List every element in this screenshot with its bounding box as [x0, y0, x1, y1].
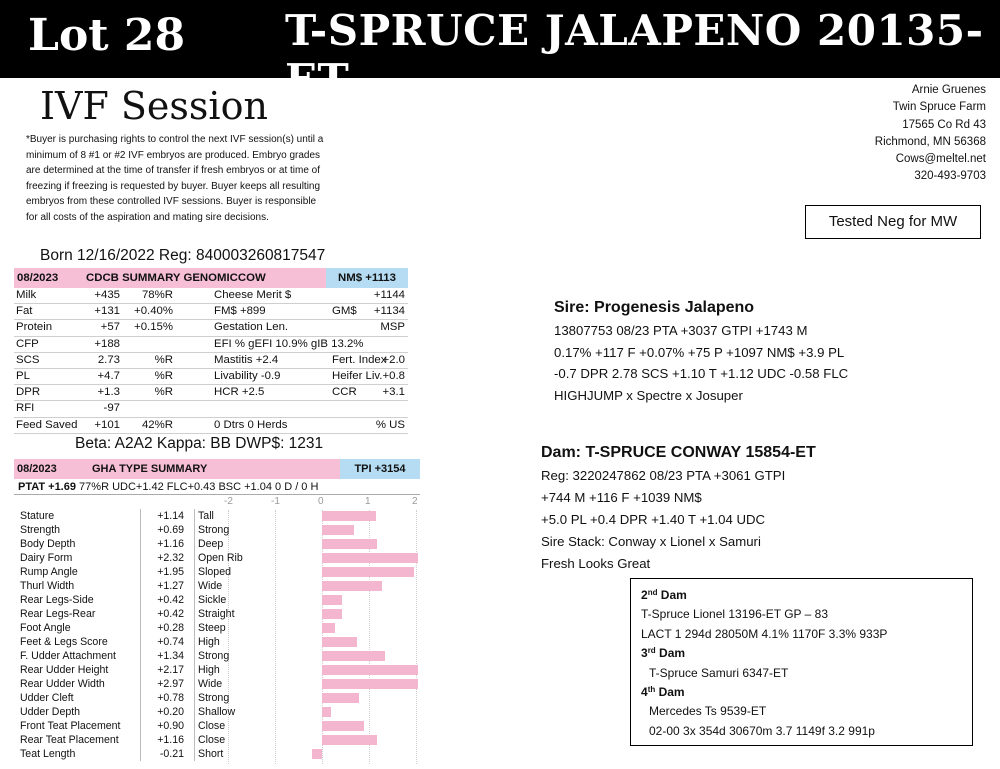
genomic-cell: Cheese Merit $ — [214, 289, 292, 301]
column-divider — [194, 747, 195, 761]
type-trait-row — [14, 747, 420, 761]
genomic-cell: +0.8 — [382, 369, 405, 382]
column-divider — [140, 663, 141, 677]
type-summary-header — [14, 459, 420, 479]
trait-name: Rear Teat Placement — [20, 734, 119, 746]
trait-descriptor: Sloped — [198, 566, 231, 578]
type-trait-row — [14, 593, 420, 607]
trait-descriptor: Steep — [198, 622, 226, 634]
genomic-rows — [14, 288, 408, 434]
genomic-cell: Gestation Len. — [214, 321, 289, 334]
trait-value: +0.42 — [157, 608, 184, 620]
column-divider — [140, 509, 141, 523]
trait-bar — [312, 749, 322, 759]
genomic-cell: GM$ — [332, 305, 357, 318]
type-trait-row — [14, 649, 420, 663]
column-divider — [194, 705, 195, 719]
trait-value: +0.74 — [157, 636, 184, 648]
dam-section — [541, 441, 816, 575]
type-trait-row — [14, 551, 420, 565]
fourth-dam-record: 02-00 3x 354d 30670m 3.7 1149f 3.2 991p — [649, 723, 875, 738]
animal-name: T-SPRUCE JALAPENO 20135-ET — [285, 6, 984, 104]
trait-bar — [322, 511, 376, 521]
dam-line: Reg: 3220247862 08/23 PTA +3061 GTPI — [541, 468, 786, 483]
genomic-cell: CFP — [16, 337, 39, 350]
trait-descriptor: Wide — [198, 678, 223, 690]
genomic-cell: %R — [154, 369, 173, 382]
third-dam-heading: 3rd Dam — [641, 646, 686, 661]
genomic-cell: DPR — [16, 386, 41, 399]
column-divider — [140, 705, 141, 719]
trait-name: Feet & Legs Score — [20, 636, 108, 648]
genomic-row — [14, 401, 408, 417]
column-divider — [140, 635, 141, 649]
genomic-cell: -97 — [103, 402, 120, 415]
axis-tick-label: 2 — [412, 496, 418, 507]
trait-name: Strength — [20, 524, 61, 536]
lot-number: Lot 28 — [28, 10, 186, 61]
trait-bar — [322, 637, 357, 647]
column-divider — [140, 523, 141, 537]
type-trait-row — [14, 663, 420, 677]
genomic-cell: Feed Saved — [16, 418, 78, 431]
column-divider — [140, 719, 141, 733]
column-divider — [194, 677, 195, 691]
column-divider — [194, 607, 195, 621]
column-divider — [194, 537, 195, 551]
contact-street: 17565 Co Rd 43 — [902, 118, 986, 131]
genomic-cell: Livability -0.9 — [214, 369, 281, 382]
sire-line: 13807753 08/23 PTA +3037 GTPI +1743 M — [554, 323, 808, 338]
trait-value: +0.42 — [157, 594, 184, 606]
genomic-cell: FM$ +899 — [214, 305, 266, 318]
genomic-cell: Fat — [16, 305, 33, 318]
type-trait-row — [14, 579, 420, 593]
genomic-cell: %R — [154, 353, 173, 366]
net-merit-badge: NM$ +1113 — [326, 268, 408, 288]
contact-email[interactable]: Cows@meltel.net — [895, 153, 986, 166]
trait-value: +0.69 — [157, 524, 184, 536]
genomic-cell: %R — [154, 386, 173, 399]
type-trait-row — [14, 537, 420, 551]
dam-line: +744 M +116 F +1039 NM$ — [541, 490, 702, 505]
genomic-cell: MSP — [380, 321, 405, 334]
trait-bar — [322, 609, 342, 619]
trait-bar — [322, 735, 377, 745]
sire-heading: Sire: Progenesis Jalapeno — [554, 299, 755, 316]
column-divider — [194, 635, 195, 649]
genomic-cell: PL — [16, 369, 30, 382]
trait-value: +1.34 — [157, 650, 184, 662]
trait-name: F. Udder Attachment — [20, 650, 116, 662]
trait-descriptor: Deep — [198, 538, 224, 550]
genomic-cell: EFI % gEFI 10.9% gIB 13.2% — [214, 337, 364, 350]
trait-descriptor: Strong — [198, 650, 230, 662]
trait-value: +1.27 — [157, 580, 184, 592]
type-trait-row — [14, 565, 420, 579]
type-trait-row — [14, 705, 420, 719]
genomic-cell: Mastitis +2.4 — [214, 353, 279, 366]
genomic-cell: % US — [375, 418, 405, 431]
column-divider — [140, 677, 141, 691]
type-trait-row — [14, 523, 420, 537]
trait-bar — [322, 721, 364, 731]
trait-descriptor: Short — [198, 748, 224, 760]
trait-value: +0.90 — [157, 720, 184, 732]
trait-descriptor: Open Rib — [198, 552, 243, 564]
genomic-row — [14, 337, 408, 353]
type-trait-row — [14, 509, 420, 523]
trait-value: +0.78 — [157, 692, 184, 704]
type-title: GHA TYPE SUMMARY — [68, 459, 340, 479]
ptat-details: 77%R UDC+1.42 FLC+0.43 BSC +1.04 0 D / 0 H — [79, 481, 319, 493]
column-divider — [140, 747, 141, 761]
tpi-badge: TPI +3154 — [340, 459, 420, 479]
dam-heading: Dam: T-SPRUCE CONWAY 15854-ET — [541, 444, 816, 461]
genomic-row — [14, 288, 408, 304]
genomic-row — [14, 304, 408, 320]
trait-value: +2.97 — [157, 678, 184, 690]
trait-value: +1.16 — [157, 734, 184, 746]
genomic-cell: +0.15% — [134, 321, 173, 334]
genomic-title: CDCB SUMMARY GENOMICCOW — [68, 268, 326, 288]
trait-descriptor: Shallow — [198, 706, 236, 718]
pedigree-box — [630, 578, 973, 746]
type-trait-row — [14, 635, 420, 649]
contact-city: Richmond, MN 56368 — [874, 135, 986, 148]
birth-registration-line: Born 12/16/2022 Reg: 840003260817547 — [40, 247, 326, 264]
trait-value: +0.20 — [157, 706, 184, 718]
trait-bar — [322, 651, 385, 661]
type-trait-row — [14, 607, 420, 621]
session-title: IVF Session — [40, 84, 268, 128]
type-summary-table — [14, 459, 420, 761]
type-axis-ticks — [14, 495, 420, 509]
sire-line: -0.7 DPR 2.78 SCS +1.10 T +1.12 UDC -0.58 FLC — [554, 366, 849, 381]
trait-descriptor: Strong — [198, 524, 230, 536]
trait-name: Dairy Form — [20, 552, 73, 564]
axis-tick-label: -1 — [271, 496, 280, 507]
beta-kappa-line: Beta: A2A2 Kappa: BB DWP$: 1231 — [75, 435, 324, 452]
trait-descriptor: Wide — [198, 580, 223, 592]
dam-line: +5.0 PL +0.4 DPR +1.40 T +1.04 UDC — [541, 512, 766, 527]
trait-name: Foot Angle — [20, 622, 71, 634]
sire-line: 0.17% +117 F +0.07% +75 P +1097 NM$ +3.9 PL — [554, 344, 845, 360]
ptat-value: PTAT +1.69 — [18, 481, 76, 493]
genomic-cell: 2.73 — [97, 353, 120, 366]
column-divider — [194, 691, 195, 705]
genomic-cell: +2.0 — [382, 353, 405, 366]
trait-value: -0.21 — [159, 748, 184, 760]
trait-name: Body Depth — [20, 538, 76, 550]
contact-farm: Twin Spruce Farm — [892, 101, 986, 114]
column-divider — [194, 621, 195, 635]
genomic-date: 08/2023 — [14, 268, 68, 288]
column-divider — [194, 663, 195, 677]
trait-descriptor: Tall — [198, 510, 214, 522]
trait-name: Rear Udder Width — [20, 678, 105, 690]
trait-descriptor: Close — [198, 734, 226, 746]
type-date: 08/2023 — [14, 459, 68, 479]
column-divider — [140, 733, 141, 747]
column-divider — [194, 719, 195, 733]
trait-name: Rear Udder Height — [20, 664, 109, 676]
contact-name: Arnie Gruenes — [911, 84, 986, 96]
trait-descriptor: Straight — [198, 608, 235, 620]
trait-descriptor: Sickle — [198, 594, 227, 606]
type-trait-row — [14, 691, 420, 705]
fourth-dam-name: Mercedes Ts 9539-ET — [649, 704, 767, 719]
contact-phone: 320-493-9703 — [914, 170, 986, 183]
genomic-cell: +101 — [94, 418, 120, 431]
column-divider — [140, 565, 141, 579]
trait-name: Rear Legs-Side — [20, 594, 94, 606]
sire-section — [554, 296, 848, 406]
axis-tick-label: 1 — [365, 496, 371, 507]
column-divider — [194, 565, 195, 579]
column-divider — [140, 579, 141, 593]
trait-bar — [322, 525, 354, 535]
second-dam-heading: 2nd Dam — [641, 588, 687, 602]
genomic-cell: Heifer Liv. — [332, 369, 383, 382]
ptat-line — [14, 479, 420, 495]
trait-name: Udder Depth — [20, 706, 81, 718]
genomic-cell: +1134 — [373, 305, 405, 318]
column-divider — [194, 579, 195, 593]
genomic-row — [14, 369, 408, 385]
trait-name: Rear Legs-Rear — [20, 608, 96, 620]
trait-descriptor: High — [198, 636, 220, 648]
genomic-cell: +435 — [94, 289, 120, 301]
genomic-row — [14, 353, 408, 369]
column-divider — [140, 593, 141, 607]
trait-descriptor: Close — [198, 720, 226, 732]
fourth-dam-heading: 4th Dam — [641, 685, 685, 700]
trait-value: +2.17 — [157, 664, 184, 676]
trait-bar — [322, 567, 414, 577]
column-divider — [140, 649, 141, 663]
trait-bar — [322, 665, 418, 675]
genomic-summary-header — [14, 268, 408, 288]
trait-name: Rump Angle — [20, 566, 78, 578]
column-divider — [140, 551, 141, 565]
second-dam-record: LACT 1 294d 28050M 4.1% 1170F 3.3% 933P — [641, 626, 888, 641]
genomic-cell: Protein — [16, 321, 53, 334]
mw-test-box: Tested Neg for MW — [805, 205, 981, 239]
trait-bar — [322, 553, 418, 563]
trait-value: +0.28 — [157, 622, 184, 634]
genomic-cell: SCS — [16, 353, 40, 366]
trait-bar — [322, 623, 335, 633]
column-divider — [194, 649, 195, 663]
axis-tick-label: -2 — [224, 496, 233, 507]
genomic-cell: 42%R — [141, 418, 173, 431]
trait-name: Teat Length — [20, 748, 76, 760]
column-divider — [140, 537, 141, 551]
column-divider — [194, 551, 195, 565]
genomic-cell: CCR — [332, 386, 357, 399]
third-dam-name: T-Spruce Samuri 6347-ET — [649, 665, 789, 680]
trait-bar — [322, 595, 342, 605]
genomic-row — [14, 320, 408, 336]
trait-name: Thurl Width — [20, 580, 75, 592]
genomic-row — [14, 418, 408, 434]
column-divider — [140, 607, 141, 621]
genomic-cell: RFI — [16, 402, 35, 415]
trait-descriptor: Strong — [198, 692, 230, 704]
genomic-summary-table — [14, 268, 408, 434]
genomic-cell: +3.1 — [382, 386, 405, 399]
trait-name: Front Teat Placement — [20, 720, 121, 732]
trait-value: +2.32 — [157, 552, 184, 564]
genomic-cell: +1144 — [373, 289, 405, 301]
trait-bar — [322, 693, 359, 703]
genomic-cell: +0.40% — [134, 305, 173, 318]
column-divider — [140, 691, 141, 705]
trait-bar — [322, 539, 377, 549]
genomic-cell: 78%R — [141, 289, 173, 301]
genomic-row — [14, 385, 408, 401]
genomic-cell: Milk — [16, 289, 37, 301]
dam-line: Sire Stack: Conway x Lionel x Samuri — [541, 534, 761, 549]
column-divider — [194, 509, 195, 523]
trait-descriptor: High — [198, 664, 220, 676]
trait-bar — [322, 679, 418, 689]
axis-tick-label: 0 — [318, 496, 324, 507]
consignor-contact — [875, 82, 986, 186]
trait-value: +1.95 — [157, 566, 184, 578]
trait-value: +1.16 — [157, 538, 184, 550]
column-divider — [194, 593, 195, 607]
sire-line: HIGHJUMP x Spectre x Josuper — [554, 387, 743, 403]
column-divider — [140, 621, 141, 635]
genomic-cell: +131 — [94, 305, 120, 318]
genomic-cell: 0 Dtrs 0 Herds — [214, 418, 288, 431]
trait-value: +1.14 — [157, 510, 184, 522]
genomic-cell: +57 — [100, 321, 120, 334]
dam-line: Fresh Looks Great — [541, 556, 651, 571]
second-dam-name: T-Spruce Lionel 13196-ET GP – 83 — [641, 607, 829, 622]
genomic-cell: Fert. Index — [332, 353, 387, 366]
type-trait-rows — [14, 509, 420, 761]
trait-bar — [322, 707, 331, 717]
trait-name: Udder Cleft — [20, 692, 74, 704]
type-trait-row — [14, 719, 420, 733]
genomic-cell: +4.7 — [97, 369, 120, 382]
genomic-cell: HCR +2.5 — [214, 386, 265, 399]
trait-name: Stature — [20, 510, 55, 522]
type-trait-row — [14, 733, 420, 747]
column-divider — [194, 733, 195, 747]
column-divider — [194, 523, 195, 537]
disclaimer-text: *Buyer is purchasing rights to control the next IVF session(s) until a minimum of 8 #1 or #2 IVF embryos are produced. Embryo grades are determined at the time of transfer if fresh embryos or at time of freezing if freezing is requested by buyer. Buyer keeps all resulting embryos from these controlled IVF sessions. Buyer is responsible for all costs of the aspiration and mating sire decisions. — [26, 134, 324, 223]
type-trait-row — [14, 677, 420, 691]
trait-bar — [322, 581, 382, 591]
genomic-cell: +1.3 — [97, 386, 120, 399]
genomic-cell: +188 — [94, 337, 120, 350]
type-trait-row — [14, 621, 420, 635]
